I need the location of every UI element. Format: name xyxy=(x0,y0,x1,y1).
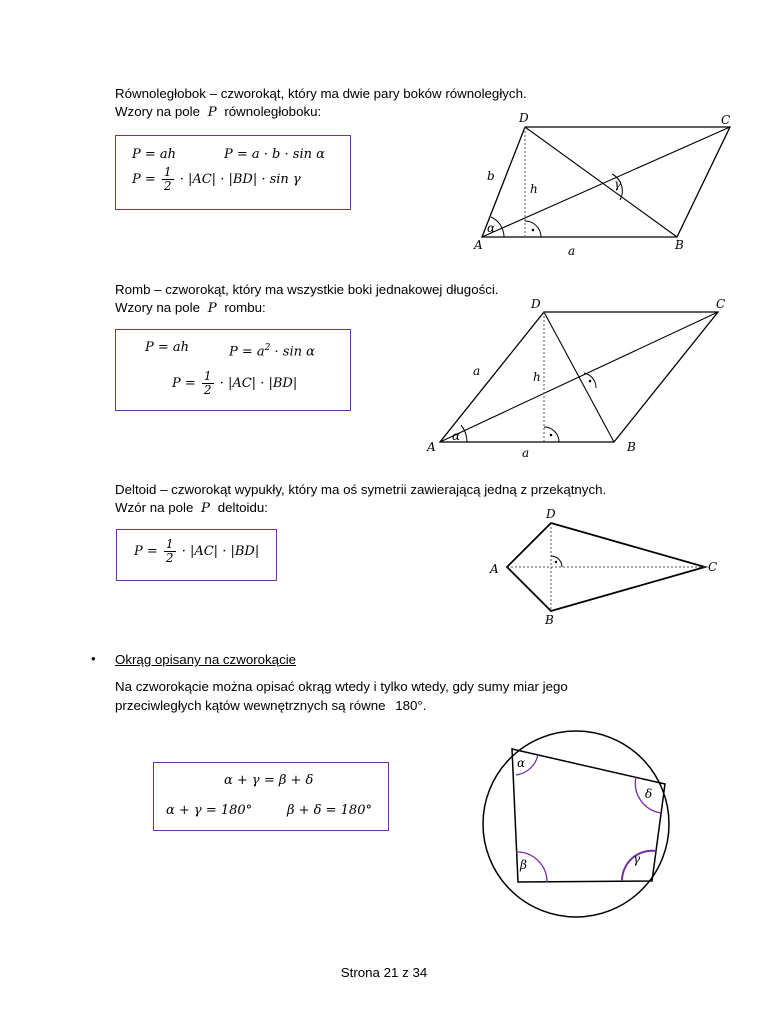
kite-definition: Deltoid – czworokąt wypukły, który ma oś symetrii zawierającą jedną z przekątnych. xyxy=(115,482,607,497)
intro-text: Wzór na pole xyxy=(115,500,194,515)
formula-alpha-gamma: α + γ = 180° xyxy=(166,803,253,818)
formula-area-ah: P = ah xyxy=(145,340,190,355)
angle-label-alpha: α xyxy=(452,429,461,443)
side-label-a-bottom: a xyxy=(522,446,530,460)
vertex-label-d: D xyxy=(519,111,529,125)
vertex-label-c: C xyxy=(716,297,726,311)
area-symbol: P xyxy=(207,301,217,316)
angle-label-gamma: γ xyxy=(633,852,641,866)
intro-text-end: równoległoboku: xyxy=(224,104,322,119)
side-label-a: a xyxy=(568,244,576,258)
frac-den: 2 xyxy=(203,383,212,397)
formula-beta-delta: β + δ = 180° xyxy=(287,803,372,818)
formula-rhs: · |AC| · |BD| xyxy=(181,544,260,559)
condition-text-line1: Na czworokącie można opisać okrąg wtedy i tylko wtedy, gdy sumy miar jego xyxy=(115,679,568,694)
formula-rhs: · |AC| · |BD| · sin γ xyxy=(179,172,301,187)
frac-num: 1 xyxy=(163,165,172,179)
angle-label-beta: β xyxy=(520,858,527,872)
intro-text-end: deltoidu: xyxy=(217,500,268,515)
height-label-h: h xyxy=(533,370,541,384)
area-symbol: P xyxy=(201,501,210,516)
frac-den: 2 xyxy=(165,551,174,565)
angle-label-alpha: α xyxy=(517,756,526,770)
formula-lhs: P = a xyxy=(229,344,265,360)
formula-rhs: · sin α xyxy=(270,344,315,360)
vertex-label-b: B xyxy=(675,238,684,252)
condition-text: przeciwległych kątów wewnętrznych są równe xyxy=(115,698,386,713)
bullet-icon: • xyxy=(91,651,96,666)
frac-num: 1 xyxy=(203,369,212,383)
page-number: Strona 21 z 34 xyxy=(340,965,428,980)
parallelogram-definition: Równoległobok – czworokąt, który ma dwie pary boków równoległych. xyxy=(115,86,527,101)
angle-sum-value: 180°. xyxy=(395,698,427,713)
vertex-label-a: A xyxy=(474,238,483,252)
vertex-label-a: A xyxy=(490,562,499,576)
area-symbol: P xyxy=(207,105,217,120)
side-label-b: b xyxy=(487,169,495,183)
formula-lhs: P = xyxy=(172,376,196,391)
vertex-label-b: B xyxy=(627,440,636,454)
rhombus-definition: Romb – czworokąt, który ma wszystkie boki jednakowej długości. xyxy=(115,282,499,297)
exponent: 2 xyxy=(264,343,271,353)
angle-label-gamma: γ xyxy=(614,177,622,191)
intro-text-end: rombu: xyxy=(224,300,266,315)
section-heading: Okrąg opisany na czworokącie xyxy=(115,652,297,667)
intro-text: Wzory na pole xyxy=(115,104,200,119)
formula-rhs: · |AC| · |BD| xyxy=(219,376,298,391)
frac-den: 2 xyxy=(163,179,172,193)
vertex-label-d: D xyxy=(531,297,541,311)
formula-lhs: P = xyxy=(134,544,158,559)
formula-area-absin: P = a · b · sin α xyxy=(224,147,325,162)
side-label-a-left: a xyxy=(473,364,481,378)
vertex-label-a: A xyxy=(427,440,436,454)
vertex-label-c: C xyxy=(721,113,731,127)
intro-text: Wzory na pole xyxy=(115,300,200,315)
height-label-h: h xyxy=(530,182,538,196)
vertex-label-d: D xyxy=(546,507,556,521)
formula-area-ah: P = ah xyxy=(132,147,177,162)
formula-angle-equality: α + γ = β + δ xyxy=(224,773,314,788)
angle-label-delta: δ xyxy=(645,787,653,801)
vertex-label-b: B xyxy=(545,613,554,627)
frac-num: 1 xyxy=(165,537,174,551)
angle-label-alpha: α xyxy=(487,221,496,235)
vertex-label-c: C xyxy=(708,560,718,574)
formula-lhs: P = xyxy=(132,172,156,187)
